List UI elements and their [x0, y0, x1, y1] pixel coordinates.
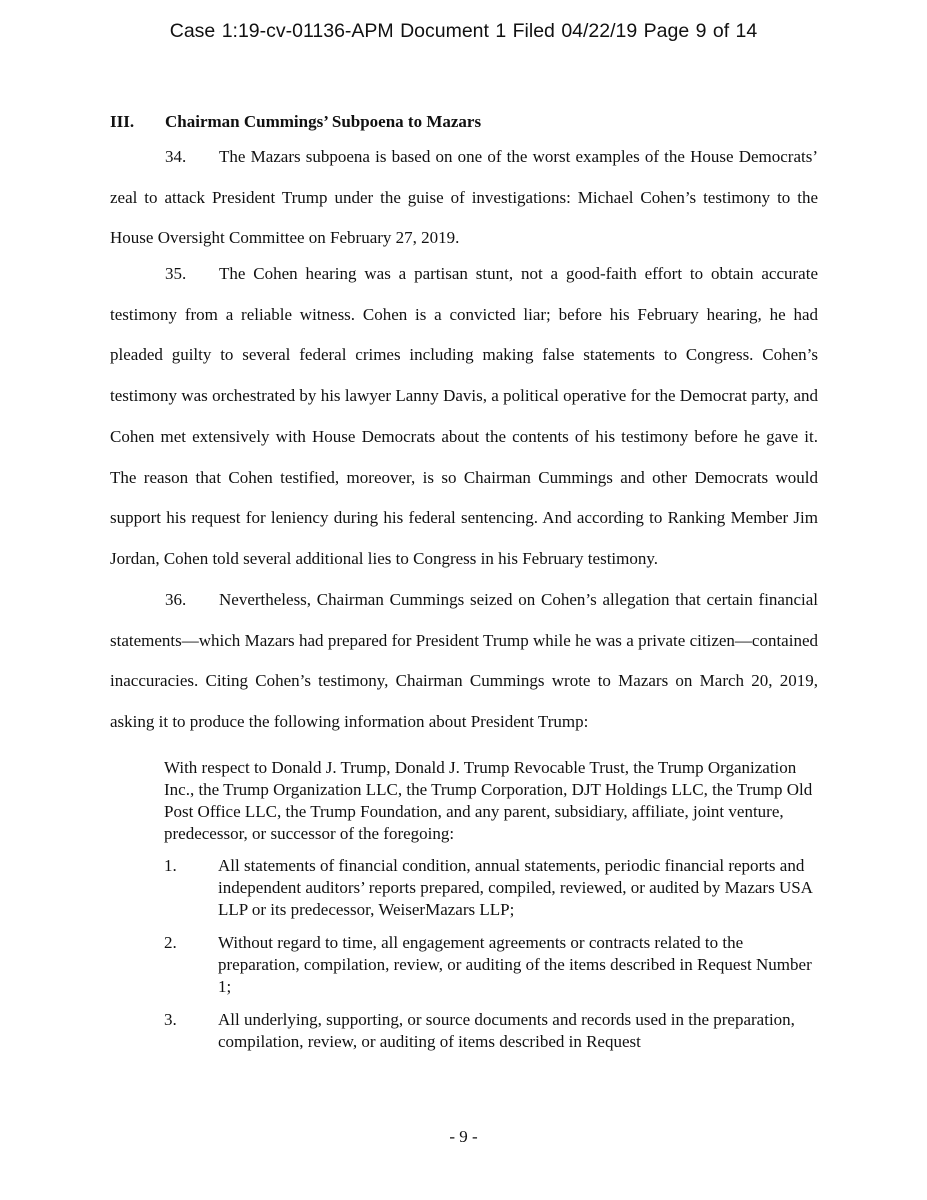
paragraph-35: [110, 254, 818, 580]
request-item-3: [164, 1009, 816, 1053]
paragraph-text: The Cohen hearing was a partisan stunt, not a good-faith effort to obtain accurate testimony from a reliable witness. Cohen is a convicted liar; before his February hearing, he had pleaded guilty to several federal crimes including making false statements to Congress. Cohen’s testimony was orchestrated by his lawyer Lanny Davis, a political operative for the Democrat party, and Cohen met extensively with House Democrats about the contents of his testimony before he gave it. The reason that Cohen testified, moreover, is so Chairman Cummings and other Democrats would support his request for leniency during his federal sentencing. And according to Ranking Member Jim Jordan, Cohen told several additional lies to Congress in his February testimony.: [110, 264, 818, 568]
section-heading: [110, 112, 818, 132]
request-item-1: [164, 855, 816, 921]
paragraph-number: 35.: [165, 264, 187, 283]
case-header: Case 1:19-cv-01136-APM Document 1 Filed 04/22/19 Page 9 of 14: [169, 20, 758, 42]
request-number: 3.: [164, 1010, 177, 1029]
request-text: All underlying, supporting, or source documents and records used in the preparation, compilation, review, or auditing of items described in Request: [218, 1010, 795, 1051]
paragraph-34: [110, 137, 818, 259]
block-quote-intro: With respect to Donald J. Trump, Donald J. Trump Revocable Trust, the Trump Organization Inc., the Trump Organization LLC, the Trump Corporation, DJT Holdings LLC, the Trump Old Post Office LLC, the Trump Foundation, and any parent, subsidiary, affiliate, joint venture, predecessor, or successor of the foregoing:: [164, 758, 813, 843]
request-text: All statements of financial condition, annual statements, periodic financial reports and independent auditors’ reports prepared, compiled, reviewed, or audited by Mazars USA LLP or its predecessor, WeiserMazars LLP;: [218, 856, 813, 919]
section-number: III.: [110, 112, 135, 131]
section-title: Chairman Cummings’ Subpoena to Mazars: [165, 112, 482, 131]
request-text: Without regard to time, all engagement agreements or contracts related to the preparation, compilation, review, or auditing of the items described in Request Number 1;: [218, 933, 812, 996]
paragraph-number: 34.: [165, 147, 187, 166]
paragraph-number: 36.: [165, 590, 187, 609]
request-number: 1.: [164, 856, 177, 875]
request-item-2: [164, 932, 816, 998]
paragraph-text: The Mazars subpoena is based on one of the worst examples of the House Democrats’ zeal to attack President Trump under the guise of investigations: Michael Cohen’s testimony to the House Oversight Committee on February 27, 2019.: [110, 147, 818, 248]
paragraph-text: Nevertheless, Chairman Cummings seized on Cohen’s allegation that certain financial statements—which Mazars had prepared for President Trump while he was a private citizen—contained inaccuracies. Citing Cohen’s testimony, Chairman Cummings wrote to Mazars on March 20, 2019, asking it to produce the following information about President Trump:: [110, 590, 818, 732]
request-number: 2.: [164, 933, 177, 952]
page-number: - 9 -: [449, 1127, 478, 1146]
paragraph-36: [110, 580, 818, 743]
